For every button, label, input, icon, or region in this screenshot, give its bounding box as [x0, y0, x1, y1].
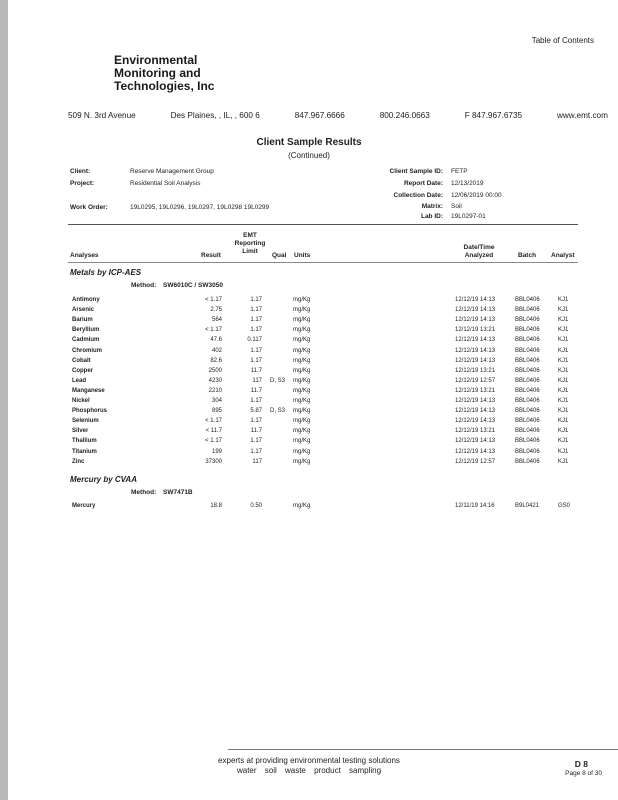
table-row [0, 378, 618, 388]
client-sample-id-value: FETP [451, 168, 468, 175]
col-header-batch: Batch [518, 252, 537, 259]
analyte-cell: Lead [72, 377, 87, 384]
batch-cell: BBL0406 [515, 428, 540, 435]
limit-cell: 11.7 [250, 367, 262, 374]
analyte-cell: Antimony [72, 297, 100, 303]
analyst-cell: KJ1 [558, 428, 569, 435]
table-row [0, 408, 618, 418]
batch-cell: BBL0406 [515, 367, 540, 374]
units-cell: mg/Kg [293, 408, 311, 415]
phone-primary: 847.967.6666 [294, 111, 345, 120]
table-row [0, 327, 618, 337]
analyte-cell: Barium [72, 317, 93, 324]
analyst-cell: KJ1 [558, 327, 569, 334]
phone-secondary: 800.246.0663 [379, 111, 430, 120]
col-header-units: Units [294, 252, 311, 259]
analyte-cell: Nickel [72, 398, 90, 404]
col-header-analyses: Analyses [70, 252, 99, 259]
col-header-reporting: Reporting [234, 240, 266, 247]
website: www.emt.com [556, 111, 608, 120]
project-value: Residential Soil Analysis [130, 180, 201, 187]
limit-cell: 11.7 [250, 387, 262, 394]
fax-number: F 847.967.6735 [464, 111, 523, 120]
limit-cell: 1.17 [250, 327, 262, 334]
analyzed-cell: 12/12/19 14:13 [455, 448, 496, 455]
analyst-cell: KJ1 [558, 317, 569, 324]
result-cell: < 1.17 [205, 418, 222, 425]
analyst-cell: KJ1 [558, 418, 569, 425]
units-cell: mg/Kg [293, 438, 311, 445]
result-cell: 18.8 [210, 503, 222, 509]
table-row [0, 438, 618, 448]
analyte-cell: Manganese [72, 387, 105, 394]
section-title-mercury: Mercury by CVAA [70, 475, 137, 484]
units-cell: mg/Kg [293, 503, 311, 509]
col-header-reporting-limit [228, 232, 272, 256]
analyzed-cell: 12/12/19 14:13 [455, 438, 496, 445]
result-cell: 37300 [205, 458, 222, 465]
limit-cell: 117 [252, 377, 262, 384]
result-cell: 564 [211, 317, 222, 324]
analyzed-cell: 12/12/19 13:21 [455, 327, 496, 334]
analyzed-cell: 12/12/19 14:13 [455, 357, 496, 364]
units-cell: mg/Kg [293, 387, 311, 394]
result-cell: 4230 [208, 377, 222, 384]
units-cell: mg/Kg [293, 347, 311, 354]
batch-cell: BBL0406 [515, 297, 540, 303]
table-of-contents-link[interactable]: Table of Contents [531, 36, 594, 45]
col-header-qual: Qual [272, 252, 287, 259]
analyst-cell: KJ1 [558, 367, 569, 374]
table-row [0, 317, 618, 327]
footer-tagline: experts at providing environmental testing solutions [218, 756, 400, 765]
analyst-cell: KJ1 [558, 337, 569, 344]
footer-divider [228, 749, 618, 750]
limit-cell: 1.17 [250, 438, 262, 445]
report-subtitle: (Continued) [288, 151, 330, 160]
analyzed-cell: 12/12/19 14:13 [455, 307, 496, 314]
method-value-metals: SW6010C / SW3050 [163, 282, 223, 289]
analyst-cell: KJ1 [558, 307, 569, 314]
analyte-cell: Copper [72, 367, 93, 374]
batch-cell: BBL0406 [515, 327, 540, 334]
analyst-cell: KJ1 [558, 377, 569, 384]
limit-cell: 1.17 [250, 357, 262, 364]
batch-cell: BBL0406 [515, 418, 540, 425]
limit-cell: 1.17 [250, 347, 262, 354]
batch-cell: B9L0421 [515, 503, 540, 509]
table-row [0, 418, 618, 428]
analyte-cell: Selenium [72, 418, 99, 425]
analyst-cell: KJ1 [558, 387, 569, 394]
limit-cell: 1.17 [250, 398, 262, 404]
analyzed-cell: 12/12/19 13:21 [455, 367, 496, 374]
limit-cell: 1.17 [250, 448, 262, 455]
analyte-cell: Cobalt [72, 357, 91, 364]
result-cell: 2210 [208, 387, 222, 394]
analyte-cell: Chromium [72, 347, 102, 354]
table-row [0, 428, 618, 438]
batch-cell: BBL0406 [515, 337, 540, 344]
limit-cell: 1.17 [250, 297, 262, 303]
table-row [0, 398, 618, 408]
result-cell: 2.75 [210, 307, 222, 314]
result-cell: < 1.17 [205, 297, 222, 303]
table-row [0, 358, 618, 368]
company-name [114, 54, 214, 93]
analyst-cell: KJ1 [558, 297, 569, 303]
units-cell: mg/Kg [293, 377, 311, 384]
analyzed-cell: 12/12/19 12:57 [455, 458, 496, 465]
batch-cell: BBL0406 [515, 448, 540, 455]
col-header-limit: Limit [242, 248, 258, 255]
company-name-line1: Environmental [114, 53, 198, 67]
batch-cell: BBL0406 [515, 347, 540, 354]
analyte-cell: Titanium [72, 448, 97, 455]
analyzed-cell: 12/12/19 14:13 [455, 317, 496, 324]
work-order-value: 19L0295, 19L0296, 19L0297, 19L0298 19L0299 [130, 204, 270, 211]
batch-cell: BBL0406 [515, 458, 540, 465]
limit-cell: 117 [252, 458, 262, 465]
analyte-cell: Phosphorus [72, 408, 108, 415]
table-row [0, 503, 618, 513]
units-cell: mg/Kg [293, 307, 311, 314]
limit-cell: 11.7 [250, 428, 262, 435]
qual-cell: D, S3 [270, 377, 286, 384]
analyzed-cell: 12/12/19 14:13 [455, 398, 496, 404]
result-cell: 304 [211, 398, 222, 404]
batch-cell: BBL0406 [515, 317, 540, 324]
result-cell: 402 [211, 347, 222, 354]
table-row [0, 307, 618, 317]
table-row [0, 348, 618, 358]
report-date-label: Report Date: [403, 180, 443, 187]
batch-cell: BBL0406 [515, 307, 540, 314]
work-order-label: Work Order: [70, 204, 108, 211]
analyzed-cell: 12/12/19 13:21 [455, 387, 496, 394]
analyzed-cell: 12/12/19 14:13 [455, 297, 496, 303]
limit-cell: 1.17 [250, 418, 262, 425]
units-cell: mg/Kg [293, 327, 311, 334]
table-row [0, 337, 618, 347]
col-header-emt: EMT [243, 232, 257, 239]
analyzed-cell: 12/12/19 14:13 [455, 408, 496, 415]
batch-cell: BBL0406 [515, 387, 540, 394]
analyzed-cell: 12/12/19 13:21 [455, 428, 496, 435]
limit-cell: 1.17 [250, 317, 262, 324]
company-address-bar [68, 111, 608, 120]
client-sample-id-label: Client Sample ID: [389, 168, 443, 175]
lab-id-value: 19L0297-01 [451, 213, 486, 220]
collection-date-value: 12/06/2019 00:00 [451, 192, 502, 199]
matrix-value: Soil [451, 203, 462, 210]
units-cell: mg/Kg [293, 458, 311, 465]
units-cell: mg/Kg [293, 398, 311, 404]
method-label-mercury: Method: [131, 489, 157, 496]
report-title: Client Sample Results [256, 137, 362, 148]
units-cell: mg/Kg [293, 357, 311, 364]
result-cell: 2500 [208, 367, 222, 374]
batch-cell: BBL0406 [515, 408, 540, 415]
result-cell: 895 [211, 408, 222, 415]
limit-cell: 0.117 [247, 337, 262, 344]
analyte-cell: Thallium [72, 438, 97, 445]
result-cell: < 1.17 [205, 327, 222, 334]
analyte-cell: Arsenic [72, 307, 95, 314]
analyte-cell: Zinc [72, 458, 85, 465]
units-cell: mg/Kg [293, 448, 311, 455]
limit-cell: 5.87 [250, 408, 262, 415]
analyzed-cell: 12/11/19 14:16 [455, 503, 495, 509]
analyzed-cell: 12/12/19 14:13 [455, 418, 496, 425]
client-label: Client: [70, 168, 91, 175]
result-cell: 82.6 [210, 357, 222, 364]
analyst-cell: KJ1 [558, 438, 569, 445]
qual-cell: D, S3 [270, 408, 286, 415]
batch-cell: BBL0406 [515, 357, 540, 364]
analyst-cell: KJ1 [558, 357, 569, 364]
analyte-cell: Mercury [72, 503, 96, 509]
header-divider [68, 262, 578, 263]
project-label: Project: [70, 180, 95, 187]
units-cell: mg/Kg [293, 367, 311, 374]
batch-cell: BBL0406 [515, 377, 540, 384]
section-title-metals: Metals by ICP-AES [70, 268, 142, 277]
analyst-cell: GS0 [558, 503, 571, 509]
result-cell: 47.6 [210, 337, 222, 344]
client-value: Reserve Management Group [130, 168, 214, 175]
result-cell: 199 [211, 448, 222, 455]
method-label-metals: Method: [131, 282, 157, 289]
col-header-datetime-analyzed [456, 244, 502, 260]
method-value-mercury: SW7471B [163, 489, 193, 496]
footer-services: water soil waste product sampling [236, 766, 382, 775]
analyst-cell: KJ1 [558, 408, 569, 415]
analyst-cell: KJ1 [558, 347, 569, 354]
table-row [0, 368, 618, 378]
units-cell: mg/Kg [293, 428, 311, 435]
lab-id-label: Lab ID: [420, 213, 443, 220]
analyst-cell: KJ1 [558, 458, 569, 465]
table-row [0, 459, 618, 469]
units-cell: mg/Kg [293, 297, 311, 303]
analyzed-cell: 12/12/19 14:13 [455, 337, 496, 344]
table-row [0, 388, 618, 398]
company-name-line3: Technologies, Inc [114, 79, 215, 93]
company-name-line2: Monitoring and [114, 66, 201, 80]
collection-date-label: Collection Date: [393, 192, 443, 199]
col-header-result: Result [201, 252, 221, 259]
info-divider [68, 224, 578, 225]
batch-cell: BBL0406 [515, 438, 540, 445]
result-cell: < 11.7 [205, 428, 222, 435]
table-row [0, 297, 618, 307]
table-row [0, 449, 618, 459]
analyte-cell: Beryllium [72, 327, 100, 334]
units-cell: mg/Kg [293, 317, 311, 324]
limit-cell: 1.17 [250, 307, 262, 314]
analyst-cell: KJ1 [558, 448, 569, 455]
street-address: 509 N. 3rd Avenue [68, 111, 136, 120]
page-number: Page 8 of 30 [565, 770, 602, 777]
col-header-analyzed: Analyzed [464, 252, 494, 259]
units-cell: mg/Kg [293, 337, 311, 344]
result-cell: < 1.17 [205, 438, 222, 445]
city-address: Des Plaines, , IL, , 600 6 [170, 111, 260, 120]
matrix-label: Matrix: [421, 203, 443, 210]
limit-cell: 0.50 [250, 503, 262, 509]
analyzed-cell: 12/12/19 14:13 [455, 347, 496, 354]
page-code: D 8 [574, 759, 588, 769]
analyzed-cell: 12/12/19 12:57 [455, 377, 496, 384]
analyte-cell: Silver [72, 428, 89, 435]
col-header-datetime: Date/Time [463, 244, 495, 251]
col-header-analyst: Analyst [551, 252, 575, 259]
analyte-cell: Cadmium [72, 337, 100, 344]
units-cell: mg/Kg [293, 418, 311, 425]
report-date-value: 12/13/2019 [451, 180, 484, 187]
analyst-cell: KJ1 [558, 398, 569, 404]
batch-cell: BBL0406 [515, 398, 540, 404]
